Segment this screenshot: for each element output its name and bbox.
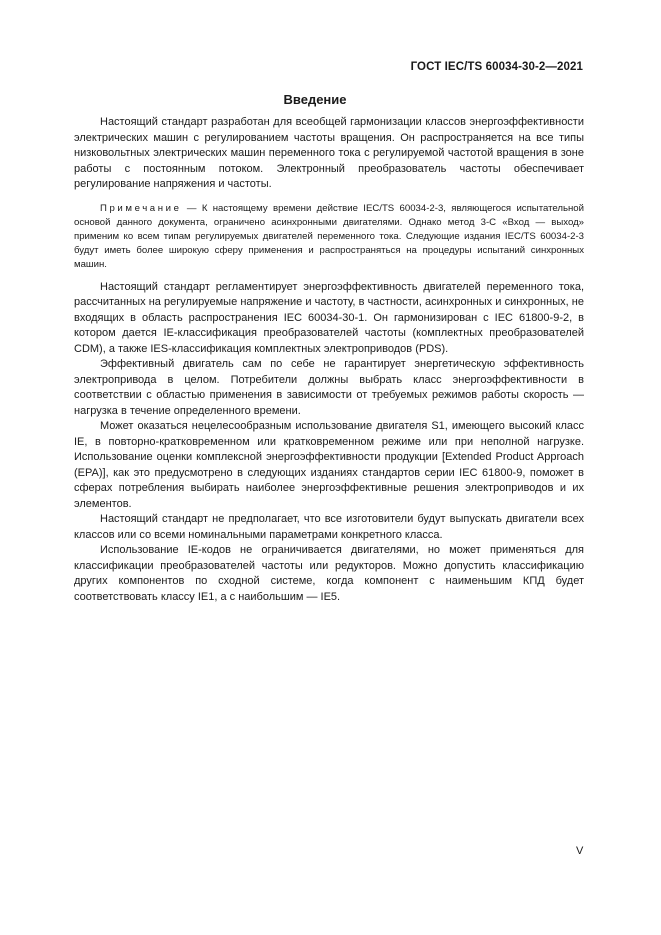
- note: [74, 202, 584, 272]
- note-text: — К настоящему времени действие IEC/TS 60034-2-3, являющегося испытательной основой данного документа, ограничено асинхронными двигателями. Однако метод 3-С «Вход — выход» применим ко всем типам регулируемых двигателей переменного тока. Следующие издания IEC/TS 60034-2-3 будут иметь более широкую сферу применения и распространяться на процедуры испытаний синхронных машин.: [74, 202, 584, 270]
- page-number: V: [576, 845, 584, 857]
- paragraph-ie-codes: Использование IE-кодов не ограничивается двигателями, но может применяться для классификации преобразователей частоты или редукторов. Можно допустить классификацию других компонентов по сходной системе, когда компонент с наименьшим КПД будет соответствовать классу IE1, а с наибольшим — IE5.: [74, 544, 584, 603]
- paragraph-intro: Настоящий стандарт разработан для всеобщей гармонизации классов энергоэффективности электрических машин с регулированием частоты вращения. Он распространяется на все типы низковольтных электрических машин переменного тока с регулируемой частотой вращения в зоне работы с постоянным потоком. Электронный преобразователь частоты обеспечивает регулирование напряжения и частоты.: [74, 116, 584, 190]
- note-label: Примечание: [100, 202, 182, 214]
- paragraph-efficiency: Эффективный двигатель сам по себе не гарантирует энергетическую эффективность электропривода в целом. Потребители должны выбрать класс энергоэффективности в соответствии с областью применения в зависимости от требуемых режимов работы скорость — нагрузка в течение определенного времени.: [74, 358, 584, 417]
- document-code: ГОСТ IEC/TS 60034-30-2—2021: [410, 61, 583, 73]
- paragraph-duty: Может оказаться нецелесообразным использование двигателя S1, имеющего высокий класс IE, в повторно-кратковременном или кратковременном режиме или при неполной нагрузке. Использование оценки комплексной энергоэффективности продукции [Extended Product Approach (EPA)], как это предусмотрено в следующих изданиях стандартов серии IEC 61800-9, поможет в сферах потребления выбирать наиболее энергоэффективные решения электроприводов и их элементов.: [74, 420, 584, 510]
- section-title: Введение: [283, 92, 347, 107]
- document-body: [74, 115, 584, 605]
- paragraph-manufacturers: Настоящий стандарт не предполагает, что все изготовители будут выпускать двигатели всех классов или со всеми номинальными параметрами конкретного класса.: [74, 513, 584, 541]
- paragraph-scope: Настоящий стандарт регламентирует энергоэффективность двигателей переменного тока, рассчитанных на регулируемые напряжение и частоту, в частности, асинхронных и синхронных, не входящих в область распространения IEC 60034-30-1. Он гармонизирован с IEC 61800-9-2, в котором дается IE-классификация преобразователей частоты (комплектных преобразователей CDM), а также IES-классификация комплектных электроприводов (PDS).: [74, 280, 584, 355]
